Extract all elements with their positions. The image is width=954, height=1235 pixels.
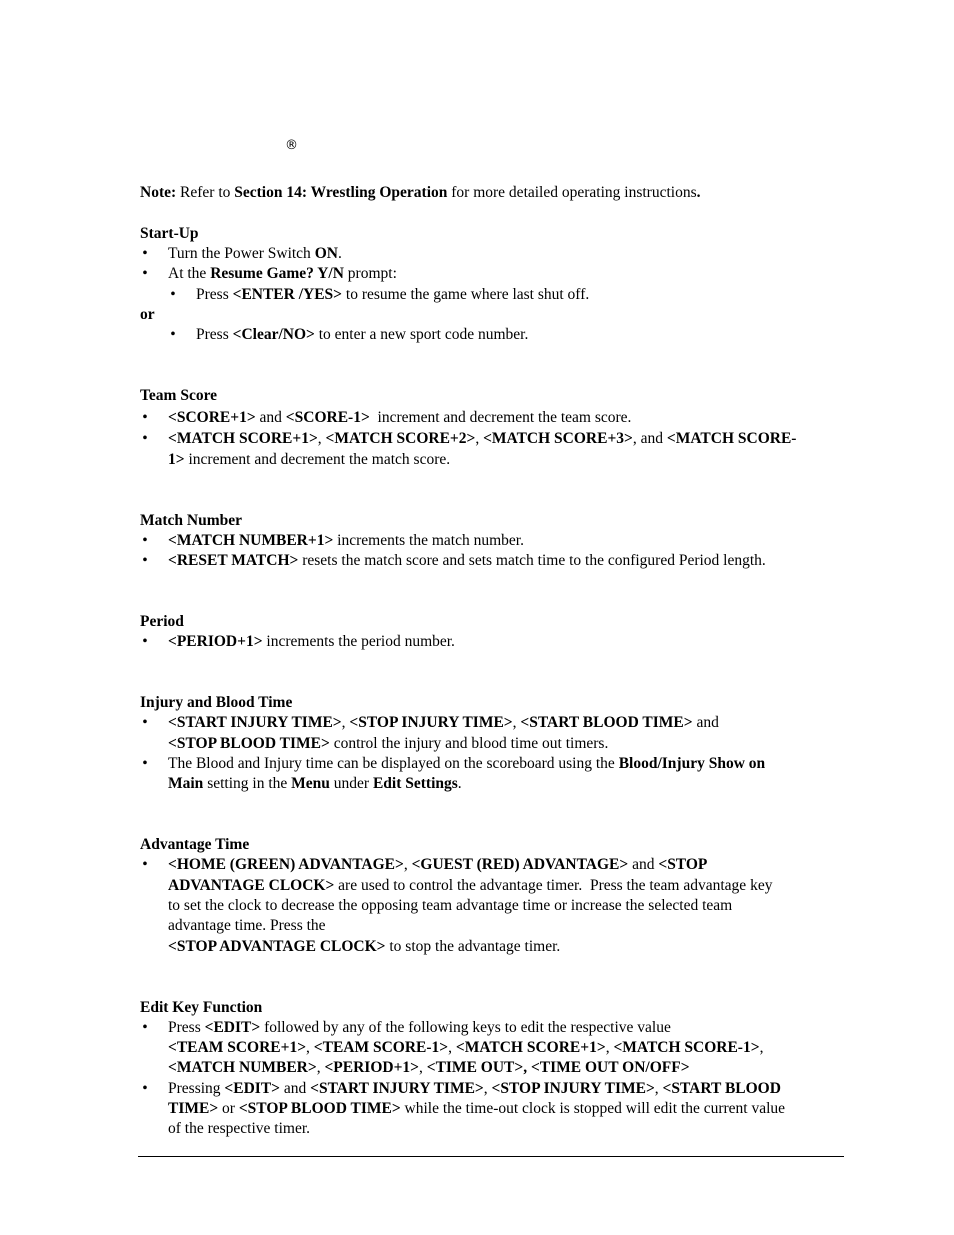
- note-text: Refer to: [176, 184, 235, 201]
- bullet-icon: •: [142, 552, 148, 569]
- bullet-icon: •: [142, 714, 148, 731]
- note-paragraph: [140, 183, 700, 203]
- section-reference: Section 14: Wrestling Operation: [234, 184, 448, 201]
- note-label: Note:: [140, 184, 177, 201]
- edit-heading: Edit Key Function: [140, 999, 263, 1016]
- footer-rule: [138, 1156, 844, 1157]
- bullet-icon: •: [142, 265, 148, 282]
- period-heading: Period: [140, 613, 184, 630]
- or-label: or: [140, 306, 155, 323]
- registered-mark: ®: [285, 138, 298, 153]
- startup-heading: Start-Up: [140, 225, 199, 242]
- bullet-icon: •: [170, 326, 176, 343]
- bullet-icon: •: [170, 286, 176, 303]
- match-number-heading: Match Number: [140, 512, 243, 529]
- note-text: for more detailed operating instructions: [447, 184, 697, 201]
- bullet-icon: •: [142, 245, 148, 262]
- bullet-icon: •: [142, 856, 148, 873]
- bullet-icon: •: [142, 1019, 148, 1036]
- bullet-icon: •: [142, 755, 148, 772]
- team-score-heading: Team Score: [140, 387, 218, 404]
- bullet-icon: •: [142, 430, 148, 447]
- bullet-icon: •: [142, 633, 148, 650]
- bullet-icon: •: [142, 1080, 148, 1097]
- advantage-heading: Advantage Time: [140, 836, 250, 853]
- bullet-icon: •: [142, 532, 148, 549]
- note-period: .: [696, 184, 701, 201]
- injury-heading: Injury and Blood Time: [140, 694, 293, 711]
- bullet-icon: •: [142, 409, 148, 426]
